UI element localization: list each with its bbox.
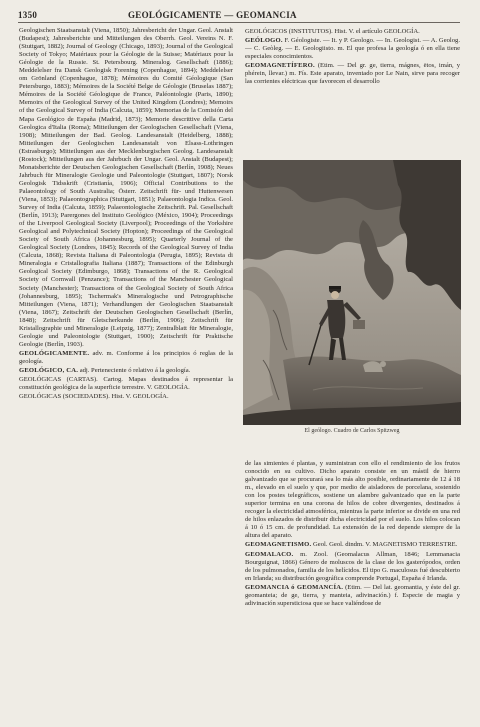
entry-body: adv. m. Conforme á los principios ó reglas de la geología.	[19, 349, 233, 365]
entry-headword: GEOLÓGICO, CA.	[19, 366, 79, 374]
painting-image	[243, 160, 461, 425]
continued-paragraph: de las simientes é plantas, y suministran con ello el rendimiento de los frutos conocido en su cultivo. Dicho aparato consiste en un mástil de hierro galvanizado que se procurará sea lo más alto posible, ordinariamente de 12 á 18 m., elevado en el suelo y que, por medio de aisladores de porcelana, sostenido con los postes telegráficos, sostiene un alambre galvanizado que en la parte superior termina en una corona de hilos de cobre divergentes, destinados á recoger la electricidad atmosférica, mientras la parte inferior se divide en una red de hilos enlazados de distribuir dicha electricidad por el suelo. Los hilos colocan á 10 ó 15 cm. de profundidad. La extensión de la red depende siempre de la altura del aparato.	[245, 460, 460, 540]
entry-geologicas-sociedades	[19, 393, 233, 401]
entry-geologo	[245, 37, 460, 61]
entry-headword: GEOLÓGICAMENTE.	[19, 349, 90, 357]
entry-body: (Etim. — Del gr. ge, tierra, mágnes, ētos, imán, y phérein, llevar.) m. Fís. Este aparato, inventado por Le Nain, sirve para recoger las corrientes eléctricas que favorecen el desarrollo	[245, 62, 460, 86]
entry-body: m. Zool. (Geomalacus Allman, 1846; Lemmanacia Bourguignat, 1866) Género de moluscos de la clase de los gasterópodos, orden de los pulmonados, familia de los helícidos. El tipo G. maculosus fué descubierto en Irlanda; su distribución geográfica comprende Portugal, España é Irlanda.	[245, 550, 460, 582]
entry-geomancia	[245, 584, 460, 608]
entry-body: F. Géologiste. — It. y P. Geologo. — In. Geologist. — A. Geolog. — C. Geòleg. — E. Geologiisto. m. El que profesa la geología ó en ella tiene especiales conocimientos.	[245, 37, 460, 61]
entry-geologicamente	[19, 350, 233, 366]
entry-body: adj. Perteneciente ó relativo á la geología.	[78, 366, 191, 374]
entry-headword: GEOMAGNETÍFERO.	[245, 62, 315, 70]
entry-geomalaco	[245, 551, 460, 583]
entry-body: Hist. V. GEOLOGÍA.	[109, 393, 169, 401]
entry-geologicos-institutos	[245, 28, 460, 36]
entry-geomagnetismo	[245, 541, 460, 549]
figure-caption: El geólogo. Cuadro de Carlos Spitzweg	[304, 428, 400, 434]
page-number: 1350	[18, 10, 38, 20]
entry-geomagnetifero	[245, 62, 460, 86]
entry-headword: GEOMANCIA ó GEOMANCÍA.	[245, 583, 344, 591]
entry-geologicas-cartas	[19, 376, 233, 392]
entry-body: Cartog. Mapas destinados á representar la constitución geológica de la superficie terrestre. V. GEOLOGÍA.	[19, 376, 233, 392]
entry-headword: GEOLÓGICOS (INSTITUTOS).	[245, 28, 333, 35]
entry-body: Geol. Geol. dindm. V. MAGNETISMO TERRESTRE.	[311, 541, 458, 549]
header-rule	[18, 22, 460, 23]
right-column-top	[245, 27, 460, 155]
entry-body: Hist. V. el artículo GEOLOGÍA.	[332, 28, 420, 35]
entry-headword: GEÓLOGO.	[245, 37, 283, 45]
entry-headword: GEOMAGNETISMO.	[245, 541, 312, 549]
entry-headword: GEOMALACO.	[245, 550, 294, 558]
bibliography-paragraph: Geologischen Staatsanstalt (Viena, 1850); Jahresbericht der Ungar. Geol. Anstalt (Budapest); Jahresberichte und Mitteilungen des Oberrh. Geol. Vereins N. F. (Stuttgart, 1882); Journal of Geology (Chicago, 1893); Journal of the Geological Society of Tokyo; Matériaux pour la Géologie de la Suisse; Matériaux pour la Géologie de la Russie. St. Petersbourg. Mineralog. Gesellschaft (1886); Meddelelser fra Dansk Geologisk Forening (Copenhague, 1894); Meddelelser om Grönland (Copenhague, 1878); Mémoires du Comité Géologique (San Petersburgo, 1883); Mémoires de la Société Belge de Géologie (Bruselas 1887); Mémoires de la Société Géologique de France, Paléontologie (Paris, 1890); Memoirs of the Geological Survey of the United Kingdom (Londres); Memoirs of the Geological Survey of India (Calcuta, 1859); Memorias de la Comisión del Mapa Geológico de España (Madrid, 1873); Memorie descrittive della Carta Geologica d'Italia (Roma); Mitteilungen der Geologischen Gesellschaft (Viena, 1908); Mitteilungen der Bad. Geolog. Landesanstalt (Heidelberg, 1888); Mitteilungen der Geologischen Landesanstalt von Elsass-Lothringen (Estrasburgo); Mitteilungen aus der Mecklenburgischen Geolog. Landesanstalt (Rostock); Mitteilungen aus der Jahrbuch der Ungar. Geol. Anstalt (Budapest); Monatsberichte der Deutschen Geologischen Gesellschaft (Berlín, 1908); Neues Jahrbuch für Mineralogie Geologie und Paleontologie (Stuttgart, 1807); Norsk Geologisk Tidsskrift (Cristianía, 1906); Official Contributions to the Palaeontology of South Australia; Österr. Zeitschrift für- und Huttenwesen (Viena, 1853); Palaeontographica (Stuttgart, 1851); Palaeontologia Indica. Geol. Survey of India (Calcuta, 1859); Palaeontologische Zeitschrift. Pal. Gesellschaft (Berlín, 1913); Parergones del Instituto Geológico (México, 1904); Proceedings of the Liverpool Geological Society (Liverpool); Proceedings of the Yorkshire Geological and Polytechnical Society (Hopton); Proceedings of the Geological Society of South Africa (Johannesburg, 1895); Quarterly Journal of the Geological Society (Londres, 1845); Records of the Geological Survey of India (Calcuta, 1868); Revista Italiana di Paleontologia (Perugia, 1895); Revista di Mineralogia e Cristallografia Italiana (1887); Transactions of the Edinburgh Geological Society (Edimburgo, 1868); Transactions of the R. Geological Society of Cornwall (Penzance); Transactions of the Manchester Geological Society (Manchester); Transactions of the Geological Society of South Africa (Johannesburg, 1895); Tschermak's Mineralogische und Petrographische Mitteilungen (Viena, 1871); Verhandlungen der Geologischen Staatsanstalt (Viena, 1867); Zeitschrift der Deutschen Geologischen Gesellschaft (Berlín, 1848); Zeitschrift für Gletscherkunde (Berlín, 1906); Zeitschrift für Kristallographie und Mineralogie (Leipzig, 1877); Zentralblatt für Mineralogie, Geologie und Paleontologie (Stuttgart, 1900); Zeitschrift für Praktische Geologie (Berlín, 1903).	[19, 27, 233, 348]
entry-body: (Etim. — Del lat. geomantia, y éste del gr. geomanteia; de ge, tierra, y manteia, adivinación.) f. Especie de magia y adivinación supersticiosa que se hace valiéndose de	[245, 583, 460, 607]
right-column-bottom	[245, 460, 460, 720]
left-column	[19, 27, 233, 717]
running-title: GEOLÓGICAMENTE — GEOMANCIA	[128, 10, 297, 20]
entry-headword: GEOLÓGICAS (SOCIEDADES).	[19, 393, 110, 401]
entry-geologico	[19, 367, 233, 375]
entry-headword: GEOLÓGICAS (CARTAS).	[19, 376, 98, 384]
painting-illustration	[243, 160, 461, 425]
